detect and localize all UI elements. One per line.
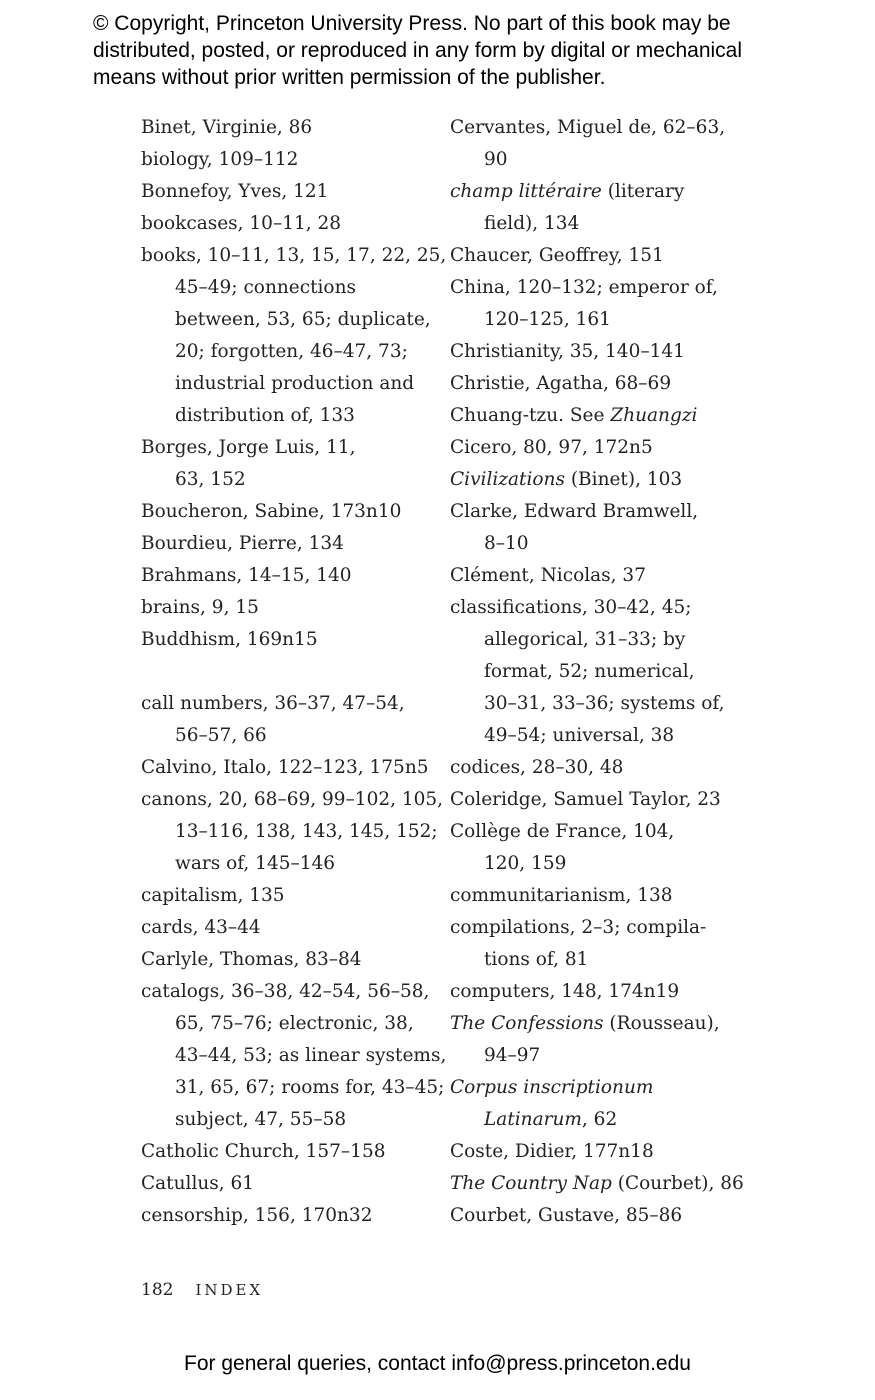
index-entry-continuation: 65, 75–76; electronic, 38, — [175, 1013, 414, 1034]
index-entry: Catullus, 61 — [141, 1173, 255, 1194]
index-entry-continuation: 45–49; connections — [175, 277, 356, 298]
index-term-italic: champ littéraire — [450, 181, 602, 202]
index-entry-continuation: 43–44, 53; as linear systems, — [175, 1045, 447, 1066]
index-entry: Borges, Jorge Luis, 11, — [141, 437, 356, 458]
index-term-italic: Latinarum — [484, 1109, 582, 1130]
index-entry: compilations, 2–3; compila- — [450, 917, 707, 938]
index-entry: Boucheron, Sabine, 173n10 — [141, 501, 402, 522]
copyright-line: © Copyright, Princeton University Press. No part of this book may be — [93, 12, 731, 35]
index-entry — [450, 400, 750, 432]
page-number: 182 — [141, 1280, 174, 1300]
index-entry: bookcases, 10–11, 28 — [141, 213, 342, 234]
index-entry: books, 10–11, 13, 15, 17, 22, 25, — [141, 245, 447, 266]
index-entry: cards, 43–44 — [141, 917, 261, 938]
index-entry: Corpus inscriptionum — [450, 1077, 654, 1098]
index-entry: Buddhism, 169n15 — [141, 629, 318, 650]
copyright-line: means without prior written permission of the publisher. — [93, 66, 606, 89]
index-entry: Coleridge, Samuel Taylor, 23 — [450, 789, 721, 810]
index-entry: Coste, Didier, 177n18 — [450, 1141, 654, 1162]
index-entry: Cervantes, Miguel de, 62–63, — [450, 117, 726, 138]
index-entry: Bourdieu, Pierre, 134 — [141, 533, 344, 554]
index-entry — [450, 1008, 750, 1040]
index-term-rest: , 62 — [581, 1109, 618, 1130]
index-entry-continuation: between, 53, 65; duplicate, — [175, 309, 431, 330]
index-entry-continuation: 49–54; universal, 38 — [484, 725, 675, 746]
index-entry: computers, 148, 174n19 — [450, 981, 680, 1002]
index-entry: Carlyle, Thomas, 83–84 — [141, 949, 362, 970]
index-entry: China, 120–132; emperor of, — [450, 277, 718, 298]
index-entry: Catholic Church, 157–158 — [141, 1141, 386, 1162]
index-entry-continuation: 30–31, 33–36; systems of, — [484, 693, 725, 714]
index-column-right — [450, 112, 750, 1232]
index-entry: Clément, Nicolas, 37 — [450, 565, 646, 586]
index-entry: Chaucer, Geoffrey, 151 — [450, 245, 664, 266]
index-entry: Bonnefoy, Yves, 121 — [141, 181, 329, 202]
index-entry-continuation: wars of, 145–146 — [175, 853, 336, 874]
index-entry-continuation: 8–10 — [484, 533, 529, 554]
index-entry: Calvino, Italo, 122–123, 175n5 — [141, 757, 429, 778]
index-term-rest: (Binet), 103 — [564, 469, 683, 490]
index-entry-continuation: 31, 65, 67; rooms for, 43–45; — [175, 1077, 445, 1098]
index-entry-continuation: subject, 47, 55–58 — [175, 1109, 347, 1130]
index-entry: canons, 20, 68–69, 99–102, 105, — [141, 789, 444, 810]
index-entry: Christianity, 35, 140–141 — [450, 341, 685, 362]
index-entry-continuation: 120–125, 161 — [484, 309, 611, 330]
index-entry: brains, 9, 15 — [141, 597, 259, 618]
index-entry-continuation: 20; forgotten, 46–47, 73; — [175, 341, 408, 362]
index-entry: catalogs, 36–38, 42–54, 56–58, — [141, 981, 430, 1002]
index-entry: communitarianism, 138 — [450, 885, 673, 906]
index-entry: biology, 109–112 — [141, 149, 299, 170]
index-term-rest: Chuang-tzu. See — [450, 405, 611, 426]
index-entry-continuation: 63, 152 — [175, 469, 246, 490]
index-entry-continuation: allegorical, 31–33; by — [484, 629, 686, 650]
index-column-left — [141, 112, 447, 1232]
index-entry: Brahmans, 14–15, 140 — [141, 565, 352, 586]
index-term-rest: (Rousseau), — [603, 1013, 720, 1034]
index-entry-continuation: 13–116, 138, 143, 145, 152; — [175, 821, 438, 842]
index-entry: classifications, 30–42, 45; — [450, 597, 692, 618]
index-entry-continuation: distribution of, 133 — [175, 405, 355, 426]
index-entry-continuation: 94–97 — [484, 1045, 541, 1066]
running-head: INDEX — [195, 1281, 264, 1299]
index-entry-continuation: industrial production and — [175, 373, 415, 394]
index-entry-continuation: tions of, 81 — [484, 949, 589, 970]
index-entry-continuation: field), 134 — [484, 213, 580, 234]
index-term-rest: (literary — [601, 181, 685, 202]
index-entry — [450, 1168, 750, 1200]
index-entry: Clarke, Edward Bramwell, — [450, 501, 699, 522]
index-term-rest: (Courbet), 86 — [611, 1173, 744, 1194]
index-entry-continuation: 56–57, 66 — [175, 725, 267, 746]
index-term-italic: Zhuangzi — [610, 405, 698, 426]
index-entry — [450, 464, 750, 496]
index-entry: capitalism, 135 — [141, 885, 285, 906]
index-term-italic: Civilizations — [450, 469, 565, 490]
index-term-italic: The Country Nap — [450, 1173, 612, 1194]
copyright-line: distributed, posted, or reproduced in any form by digital or mechanical — [93, 39, 743, 62]
index-entry-continuation — [450, 1104, 750, 1136]
index-term-italic: The Confessions — [450, 1013, 604, 1034]
index-entry: Collège de France, 104, — [450, 821, 675, 842]
copyright-notice — [93, 10, 833, 91]
index-entry — [450, 176, 750, 208]
index-entry-continuation: 90 — [484, 149, 508, 170]
page-footer — [141, 1280, 263, 1300]
index-entry: codices, 28–30, 48 — [450, 757, 624, 778]
index-entry-continuation: format, 52; numerical, — [484, 661, 695, 682]
contact-line: For general queries, contact info@press.princeton.edu — [184, 1352, 691, 1375]
index-entry-continuation: 120, 159 — [484, 853, 567, 874]
index-entry: Cicero, 80, 97, 172n5 — [450, 437, 653, 458]
letter-group-divider — [141, 656, 426, 688]
index-entry: Christie, Agatha, 68–69 — [450, 373, 672, 394]
index-entry: Binet, Virginie, 86 — [141, 117, 313, 138]
index-entry: call numbers, 36–37, 47–54, — [141, 693, 405, 714]
index-entry: censorship, 156, 170n32 — [141, 1205, 373, 1226]
index-entry: Courbet, Gustave, 85–86 — [450, 1205, 683, 1226]
